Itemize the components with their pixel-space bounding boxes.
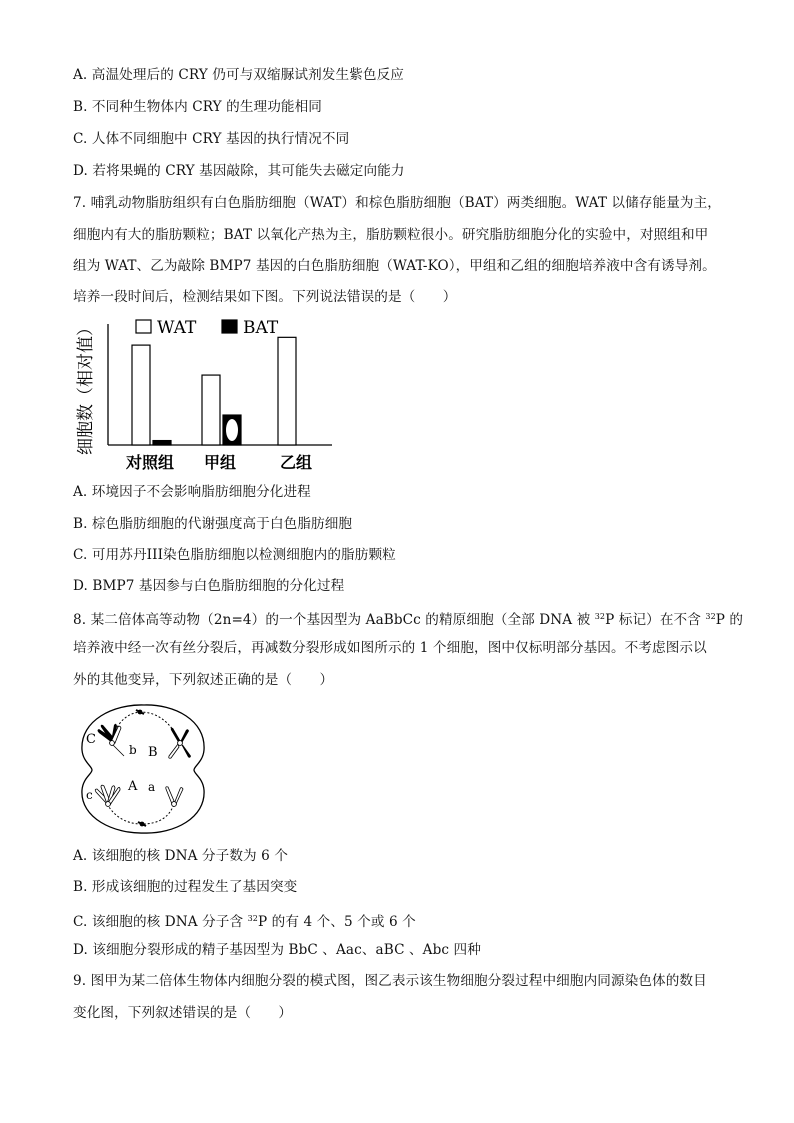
x-tick-label: 对照组 (125, 453, 175, 472)
bar-bat-1 (153, 441, 171, 445)
q8-option-b: B. 形成该细胞的过程发生了基因突变 (73, 879, 298, 895)
q8-option-c: C. 该细胞的核 DNA 分子含 $^{32}$P 的有 4 个、5 个或 6 个 (73, 914, 416, 930)
gene-label-B: B (148, 745, 158, 760)
gene-label-c: c (86, 788, 93, 802)
q8-stem-line-2: 培养液中经一次有丝分裂后，再减数分裂形成如图所示的 1 个细胞，图中仅标明部分基因。不考虑图示以 (73, 640, 707, 656)
gene-label-C: C (86, 732, 96, 747)
spindle-fibers (111, 712, 180, 742)
gene-label-b: b (129, 743, 137, 757)
chromosome-lower-left (95, 785, 120, 806)
q6-option-c: C. 人体不同细胞中 CRY 基因的执行情况不同 (73, 131, 350, 147)
q7-option-d: D. BMP7 基因参与白色脂肪细胞的分化过程 (73, 578, 345, 594)
fat-cell-bar-chart (70, 312, 340, 477)
chromosome-upper-right (169, 728, 191, 759)
legend-swatch-wat (136, 320, 151, 333)
chart-y-label: 细胞数（相对值） (76, 319, 96, 455)
x-tick-label: 甲组 (203, 453, 237, 472)
chromosome-lower-right (166, 787, 183, 807)
q7-stem-line-2: 细胞内有大的脂肪颗粒；BAT 以氧化产热为主，脂肪颗粒很小。研究脂肪细胞分化的实验中，对照组和甲 (73, 227, 709, 243)
legend-label-wat: WAT (157, 318, 197, 338)
legend-label-bat: BAT (243, 318, 279, 338)
bar-wat-1 (132, 345, 150, 445)
q7-option-a: A. 环境因子不会影响脂肪细胞分化进程 (73, 484, 311, 500)
bar-wat-3 (278, 337, 296, 445)
cell-membrane (82, 705, 204, 833)
q6-option-d: D. 若将果蝇的 CRY 基因敲除，其可能失去磁定向能力 (73, 163, 405, 179)
x-tick-label: 乙组 (279, 453, 313, 472)
chromosome-upper-left (98, 724, 125, 756)
cell-division-diagram (74, 700, 210, 838)
q8-stem-line-1: 8. 某二倍体高等动物（2n=4）的一个基因型为 AaBbCc 的精原细胞（全部 DNA 被 $^{32}$P 标记）在不含 $^{32}$P 的 (73, 612, 744, 628)
bar-wat-2 (202, 375, 220, 445)
q7-stem-line-3: 组为 WAT、乙为敲除 BMP7 基因的白色脂肪细胞（WAT-KO），甲组和乙组的细胞培养液中含有诱导剂。 (73, 258, 716, 274)
q7-stem-line-4: 培养一段时间后，检测结果如下图。下列说法错误的是（ ） (73, 289, 457, 305)
gene-label-a: a (148, 780, 156, 794)
q7-option-c: C. 可用苏丹III染色脂肪细胞以检测细胞内的脂肪颗粒 (73, 547, 396, 563)
q7-option-b: B. 棕色脂肪细胞的代谢强度高于白色脂肪细胞 (73, 516, 353, 532)
q6-option-b: B. 不同种生物体内 CRY 的生理功能相同 (73, 99, 322, 115)
q8-option-a: A. 该细胞的核 DNA 分子数为 6 个 (73, 848, 289, 864)
bar-bat-highlight-2 (226, 419, 238, 441)
q9-stem-line-1: 9. 图甲为某二倍体生物体内细胞分裂的模式图，图乙表示该生物细胞分裂过程中细胞内同源染色体的数目 (73, 973, 707, 989)
q6-option-a: A. 高温处理后的 CRY 仍可与双缩脲试剂发生紫色反应 (73, 67, 404, 83)
gene-label-A: A (128, 779, 138, 794)
q8-stem-line-3: 外的其他变异，下列叙述正确的是（ ） (73, 672, 334, 688)
q9-stem-line-2: 变化图，下列叙述错误的是（ ） (73, 1005, 293, 1021)
q8-option-d: D. 该细胞分裂形成的精子基因型为 BbC 、Aac、aBC 、Abc 四种 (73, 942, 481, 958)
legend-swatch-bat (222, 320, 237, 333)
spindle-fibers-lower (107, 804, 174, 824)
q7-stem-line-1: 7. 哺乳动物脂肪组织有白色脂肪细胞（WAT）和棕色脂肪细胞（BAT）两类细胞。WAT 以储存能量为主， (73, 195, 721, 211)
